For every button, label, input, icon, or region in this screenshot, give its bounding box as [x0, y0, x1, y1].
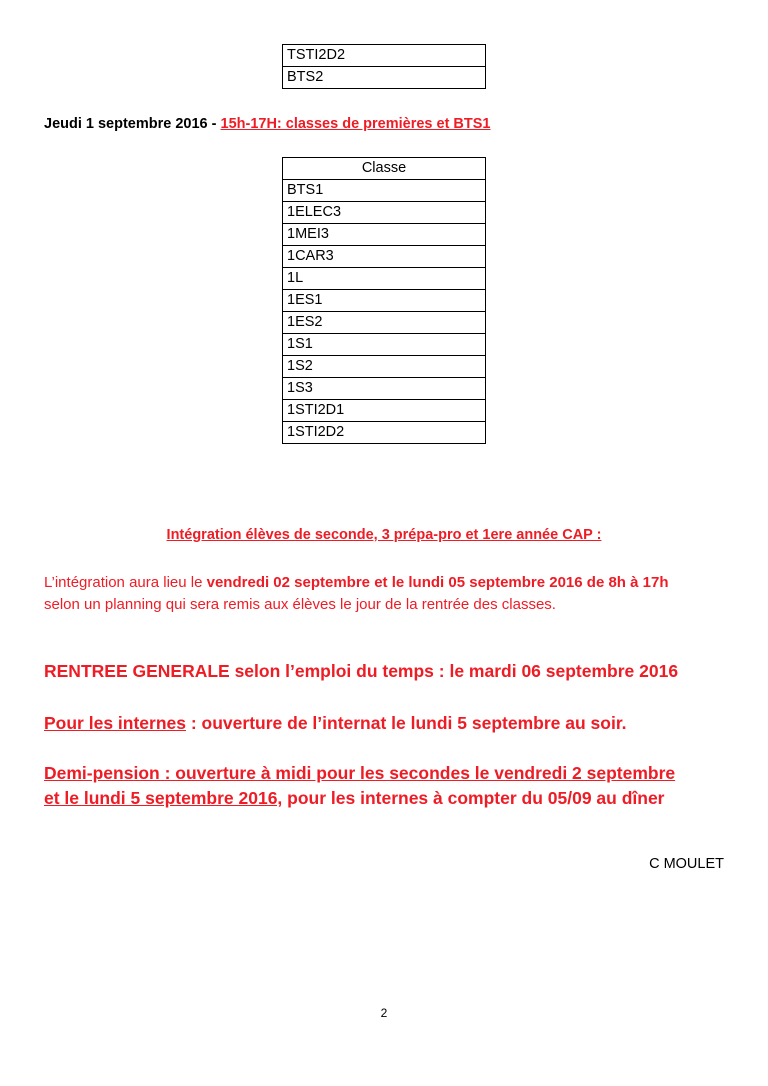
class-cell: 1ELEC3: [283, 202, 486, 224]
class-cell: 1STI2D1: [283, 400, 486, 422]
integration-intro: L’intégration aura lieu le: [44, 574, 207, 591]
class-cell: 1S1: [283, 334, 486, 356]
demi-pension-line2-rest: pour les internes à compter du 05/09 au dîner: [282, 788, 665, 808]
class-cell: 1S3: [283, 378, 486, 400]
internes-text: : ouverture de l’internat le lundi 5 septembre au soir.: [186, 713, 627, 733]
internes-line: [44, 711, 744, 736]
table-row: [283, 224, 486, 246]
class-cell: BTS1: [283, 180, 486, 202]
class-cell: 1STI2D2: [283, 422, 486, 444]
class-cell: BTS2: [283, 67, 486, 89]
class-cell: 1ES1: [283, 290, 486, 312]
table-row: [283, 334, 486, 356]
table-row: [283, 246, 486, 268]
class-cell: 1ES2: [283, 312, 486, 334]
class-cell: 1S2: [283, 356, 486, 378]
table-row: [283, 422, 486, 444]
table-row: [283, 268, 486, 290]
signature: C MOULET: [649, 856, 724, 872]
top-class-table: [282, 44, 486, 89]
table-row: [283, 180, 486, 202]
jeudi-schedule: 15h-17H: classes de premières et BTS1: [220, 116, 491, 132]
jeudi-date: Jeudi 1 septembre 2016 -: [44, 116, 221, 132]
table-row: [283, 45, 486, 67]
integration-title: Intégration élèves de seconde, 3 prépa-pro et 1ere année CAP :: [166, 527, 602, 543]
internes-label: Pour les internes: [44, 713, 186, 733]
class-cell: 1L: [283, 268, 486, 290]
jeudi-heading: [44, 116, 491, 132]
table-row: [283, 378, 486, 400]
integration-dates: vendredi 02 septembre et le lundi 05 septembre 2016 de 8h à 17h: [206, 574, 669, 591]
table-row: [283, 400, 486, 422]
class-cell: 1CAR3: [283, 246, 486, 268]
class-cell: TSTI2D2: [283, 45, 486, 67]
integration-text: [44, 572, 744, 616]
table-row: [283, 290, 486, 312]
rentree-generale: RENTREE GENERALE selon l’emploi du temps : le mardi 06 septembre 2016: [44, 661, 679, 681]
demi-pension: [44, 761, 744, 811]
table-row: [283, 312, 486, 334]
integration-line2: selon un planning qui sera remis aux élèves le jour de la rentrée des classes.: [44, 596, 556, 613]
demi-pension-line1: Demi-pension : ouverture à midi pour les secondes le vendredi 2 septembre: [44, 763, 676, 783]
table-header-row: [283, 158, 486, 180]
table-row: [283, 202, 486, 224]
class-cell: 1MEI3: [283, 224, 486, 246]
table-row: [283, 67, 486, 89]
page-number: 2: [380, 1006, 388, 1020]
table-row: [283, 356, 486, 378]
demi-pension-line2-underlined: et le lundi 5 septembre 2016,: [44, 788, 283, 808]
classes-table: [282, 157, 486, 444]
table-header-classe: Classe: [283, 158, 486, 180]
